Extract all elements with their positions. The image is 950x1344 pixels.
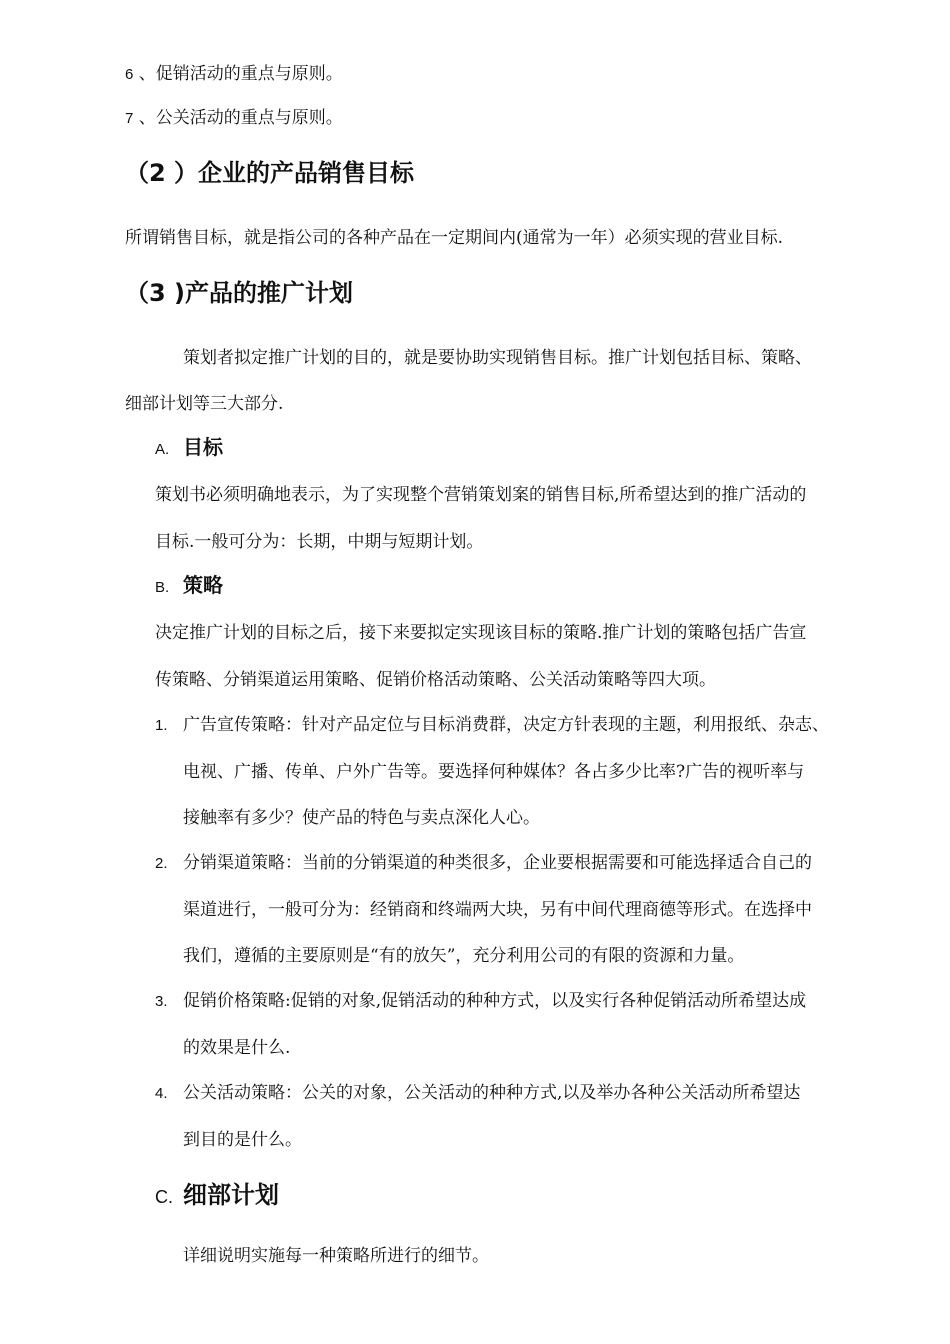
list-line: 我们，遵循的主要原则是“有的放矢”，充分利用公司的有限的资源和力量。 — [183, 946, 745, 966]
list-item — [125, 106, 343, 131]
list-line: 渠道进行，一般可分为：经销商和终端两大块，另有中间代理商德等形式。在选择中 — [183, 900, 812, 920]
list-line: 的效果是什么. — [183, 1038, 291, 1058]
list-number: 3. — [155, 993, 168, 1010]
item-text: 、促销活动的重点与原则。 — [138, 64, 343, 84]
list-line: 促销价格策略:促销的对象,促销活动的种种方式，以及实行各种促销活动所希望达成 — [183, 991, 807, 1011]
paragraph-line: 目标.一般可分为：长期，中期与短期计划。 — [155, 532, 484, 552]
paragraph: 所谓销售目标，就是指公司的各种产品在一定期间内(通常为一年）必须实现的营业目标. — [125, 228, 784, 248]
item-text: 、公关活动的重点与原则。 — [138, 108, 343, 128]
list-line: 到目的是什么。 — [183, 1130, 302, 1150]
paragraph-line: 策划书必须明确地表示，为了实现整个营销策划案的销售目标,所希望达到的推广活动的 — [155, 485, 807, 505]
section-heading: （2 ）企业的产品销售目标 — [125, 159, 415, 187]
paragraph-line: 细部计划等三大部分. — [125, 394, 284, 414]
sub-marker: C. — [155, 1187, 173, 1207]
list-line: 分销渠道策略：当前的分销渠道的种类很多，企业要根据需要和可能选择适合自己的 — [183, 853, 812, 873]
sub-marker: A. — [155, 441, 170, 458]
list-number: 2. — [155, 855, 168, 872]
item-number: 6 — [125, 66, 134, 83]
paragraph-line: 决定推广计划的目标之后，接下来要拟定实现该目标的策略.推广计划的策略包括广告宣 — [155, 623, 807, 643]
item-number: 7 — [125, 110, 134, 127]
paragraph-line: 传策略、分销渠道运用策略、促销价格活动策略、公关活动策略等四大项。 — [155, 670, 716, 690]
sub-heading: 细部计划 — [183, 1181, 279, 1209]
list-line: 广告宣传策略：针对产品定位与目标消费群，决定方针表现的主题，利用报纸、杂志、 — [183, 715, 829, 735]
sub-heading: 策略 — [183, 573, 223, 597]
paragraph-line: 策划者拟定推广计划的目的，就是要协助实现销售目标。推广计划包括目标、策略、 — [183, 348, 812, 368]
list-line: 公关活动策略：公关的对象，公关活动的种种方式,以及举办各种公关活动所希望达 — [183, 1083, 801, 1103]
list-number: 1. — [155, 717, 168, 734]
list-item — [125, 62, 343, 87]
list-line: 电视、广播、传单、户外广告等。要选择何种媒体？各占多少比率?广告的视听率与 — [183, 762, 805, 782]
list-number: 4. — [155, 1085, 168, 1102]
section-heading: （3 )产品的推广计划 — [125, 279, 354, 307]
sub-marker: B. — [155, 579, 170, 596]
list-line: 接触率有多少？使产品的特色与卖点深化人心。 — [183, 808, 540, 828]
paragraph: 详细说明实施每一种策略所进行的细节。 — [183, 1246, 489, 1266]
sub-heading: 目标 — [183, 435, 223, 459]
